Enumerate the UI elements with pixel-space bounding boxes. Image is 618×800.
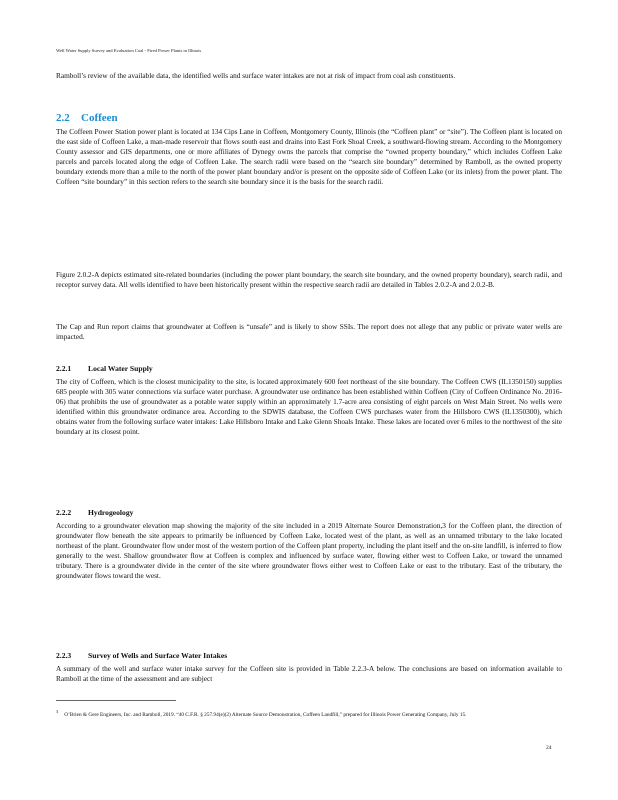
paragraph-figure-reference: Figure 2.0.2-A depicts estimated site-related boundaries (including the power plant boundary, the search site boundary, and the owned property boundary), search radii, and receptor survey data. All wells identified to have been historically present within the respective search radii are detailed in Tables 2.0.2-A and 2.0.2-B. [56, 270, 562, 289]
section-number: 2.2 [56, 112, 70, 124]
intro-paragraph: Ramboll’s review of the available data, the identified wells and surface water intakes are not at risk of impact from coal ash constituents. [56, 71, 456, 80]
paragraph-hydrogeology: According to a groundwater elevation map showing the majority of the site included in a 2019 Alternate Source Demonstration,3 for the Coffeen plant, the direction of groundwater flow beneath the site appears to primarily be influenced by Coffeen Lake, located west of the plant, as well as an unnamed tributary to the lake located northeast of the plant. Groundwater flow under most of the western portion of the Coffeen plant property, including the plant itself and the on-site landfill, is inferred to flow generally to the west. Shallow groundwater flow at Coffeen is complex and influenced by surface water, flowing either west to Coffeen Lake, or toward the unnamed tributary. There is a groundwater divide in the center of the site where groundwater flows either west to Coffeen Lake or east to the tributary. East of the tributary, the groundwater flows toward the west. [56, 521, 562, 580]
paragraph-local-water-supply: The city of Coffeen, which is the closest municipality to the site, is located approximately 600 feet northeast of the site boundary. The Coffeen CWS (IL1350150) supplies 685 people with 305 water connections via surface water purchase. A groundwater use ordinance has been established within Coffeen (City of Coffeen Ordinance No. 2016-06) that prohibits the use of groundwater as a potable water supply within an approximately 1.7-acre area consisting of eight parcels on West Main Street. No wells were identified within this groundwater ordinance area. According to the SDWIS database, the Coffeen CWS purchases water from the Hillsboro CWS (IL1350300), which obtains water from the following surface water intakes: Lake Hillsboro Intake and Lake Glenn Shoals Intake. These lakes are located over 6 miles to the northwest of the site boundary at its closest point. [56, 377, 562, 436]
footnote-divider [56, 700, 176, 701]
subsection-heading-survey [56, 651, 227, 660]
subsection-title: Local Water Supply [88, 364, 153, 373]
footnote-marker: 3 [56, 709, 59, 714]
subsection-number: 2.2.2 [56, 508, 72, 517]
running-header: Well Water Supply Survey and Evaluation Coal - Fired Power Plants in Illinois [56, 48, 202, 53]
subsection-title: Hydrogeology [88, 508, 134, 517]
footnote [56, 708, 562, 719]
section-heading [56, 112, 118, 124]
subsection-heading-hydrogeology [56, 508, 133, 517]
subsection-title: Survey of Wells and Surface Water Intakes [88, 651, 228, 660]
paragraph-site-description: The Coffeen Power Station power plant is located at 134 Cips Lane in Coffeen, Montgomery County, Illinois (the “Coffeen plant” or “site”). The Coffeen plant is located on the east side of Coffeen Lake, a man-made reservoir that flows south east and drains into East Fork Shoal Creek, a southward-flowing stream. According to the Montgomery County assessor and GIS departments, one or more affiliates of Dynegy owns the parcels that comprise the “owned property boundary,” which includes Coffeen Lake parcels and parcels located along the edge of Coffeen Lake. The search radii were based on the “search site boundary” determined by Ramboll, as the owned property boundary extends more than a mile to the north of the power plant boundary and/or is present on the opposite side of Coffeen Lake (or its inlets) from the power plant. The Coffeen “site boundary” in this section refers to the search site boundary since it is the basis for the search radii. [56, 127, 562, 186]
section-title: Coffeen [81, 112, 118, 124]
footnote-text: O’Brien & Gere Engineers, Inc. and Ramboll, 2019. “40 C.F.R. § 257.94(e)(2) Alternate Source Demonstration, Coffeen Landfill,” prepared for Illinois Power Generating Company, July 15. [64, 711, 467, 718]
subsection-number: 2.2.1 [56, 364, 72, 373]
paragraph-survey: A summary of the well and surface water intake survey for the Coffeen site is provided in Table 2.2.3-A below. The conclusions are based on information available to Ramboll at the time of the assessment and are subject [56, 664, 562, 683]
subsection-heading-local-water-supply [56, 364, 153, 373]
paragraph-cap-and-run: The Cap and Run report claims that groundwater at Coffeen is “unsafe” and is likely to show SSIs. The report does not allege that any public or private water wells are impacted. [56, 322, 562, 341]
page-number: 24 [546, 745, 552, 751]
subsection-number: 2.2.3 [56, 651, 72, 660]
